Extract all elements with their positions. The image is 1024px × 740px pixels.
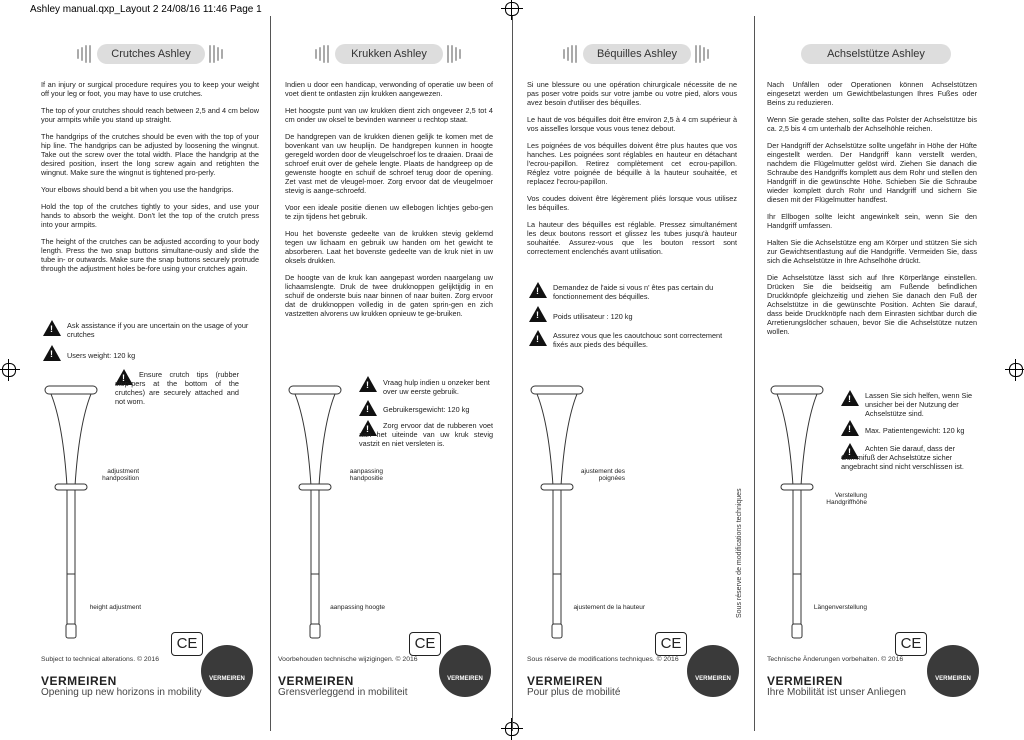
section-title: Achselstütze Ashley: [801, 44, 951, 64]
brand-name: VERMEIREN: [278, 674, 354, 688]
warning-icon: [529, 282, 547, 298]
crutch-illustration: [767, 384, 827, 654]
warning-text: Vraag hulp indien u onzeker bent over uw eerste gebruik.: [383, 378, 490, 396]
brand-name: VERMEIREN: [767, 674, 843, 688]
ce-mark-icon: CE: [409, 632, 441, 656]
paragraph: Le haut de vos béquilles doit être environ 2,5 à 4 cm supérieur à vos aisselles lorsque vous vous tenez debout.: [527, 115, 737, 133]
paragraph: De hoogte van de kruk kan aangepast worden naargelang uw lichaamslengte. Druk de twee drukknoppen gelijktijdig in en schuif de onderste buis naar binnen of naar buiten. Zorg ervoor dat de drukknoppen volledig in de gaten sprin-gen en zich vastzetten alvorens uw krukken opnieuw te ge-bruiken.: [285, 273, 493, 318]
body-text: [41, 80, 259, 281]
warning-text: Max. Patientengewicht: 120 kg: [865, 426, 965, 435]
column-divider: [270, 16, 271, 731]
warning-text: Achten Sie darauf, dass der Gummifuß der Achselstütze sicher angebracht sind nicht verschlissen ist.: [841, 444, 964, 471]
brand-name: VERMEIREN: [41, 674, 117, 688]
title-decoration-right-icon: [695, 44, 709, 64]
title-decoration-left-icon: [77, 44, 91, 64]
paragraph: Hold the top of the crutches tightly to your sides, and use your hands to absorb the weight. Don't let the top of the crutch press into your armpits.: [41, 202, 259, 229]
label-height: Längenverstellung: [813, 604, 867, 611]
label-height: height adjustment: [89, 604, 141, 611]
body-text: [527, 80, 737, 264]
paragraph: Halten Sie die Achselstütze eng am Körper und stützen Sie sich zur Gewichtsentlastung auf die Handgriffe. Vermeiden Sie, dass sich die Achselstütze in Ihre Achselhöhe drückt.: [767, 238, 977, 265]
warning-icon: [43, 345, 61, 361]
registration-mark-left-icon: [2, 363, 16, 377]
footer-note: Sous réserve de modifications techniques. © 2016: [527, 656, 679, 663]
slogan: Ihre Mobilität ist unser Anliegen: [767, 687, 906, 698]
column-french: [527, 0, 745, 739]
label-handgrip: aanpassing handpositie: [349, 468, 383, 482]
crutch-illustration: [41, 384, 101, 654]
warning-text: Assurez vous que les caoutchouc sont correctement fixés aux pieds des béquilles.: [553, 331, 723, 349]
paragraph: Si une blessure ou une opération chirurgicale nécessite de ne pas poser votre poids sur votre jambe ou votre pied, alors vous avez besoin d'utiliser des béquilles.: [527, 80, 737, 107]
column-dutch: [278, 0, 503, 739]
ce-mark-icon: CE: [655, 632, 687, 656]
paragraph: Wenn Sie gerade stehen, sollte das Polster der Achselstütze bis ca. 2,5 bis 4 cm unterhalb der Achselhöhle reichen.: [767, 115, 977, 133]
footer-note: Subject to technical alterations. © 2016: [41, 656, 159, 663]
slogan: Grensverleggend in mobiliteit: [278, 687, 408, 698]
paragraph: Les poignées de vos béquilles doivent être plus hautes que vos hanches. Les poignées sont réglables en hauteur en détachant l'ecrou-papillon. Retirez complètement cet ecrou-papillon. Réglez votre poignée de béquille à la hauteur souhaitée, et replacez l'ecrou-papillon.: [527, 141, 737, 186]
label-handgrip: Verstellung Handgriffhöhe: [826, 492, 867, 506]
section-title-bar: [285, 44, 503, 66]
vermeiren-logo-icon: VERMEIREN: [201, 645, 253, 697]
title-decoration-left-icon: [315, 44, 329, 64]
section-title-bar: [767, 44, 985, 66]
column-divider: [512, 16, 513, 731]
paragraph: La hauteur des béquilles est réglable. Pressez simultanément les deux boutons ressort et glissez les tubes jusqu'à hauteur souhaitée. Assurez-vous que les bouton ressort sont correctement enclenchés avant utilisation.: [527, 220, 737, 256]
label-height: ajustement de la hauteur: [573, 604, 645, 611]
title-decoration-left-icon: [563, 44, 577, 64]
section-title-bar: [41, 44, 259, 66]
column-divider: [754, 16, 755, 731]
body-text: [767, 80, 977, 336]
warning-text: Demandez de l'aide si vous n' êtes pas certain du fonctionnement des béquilles.: [553, 283, 714, 301]
title-decoration-right-icon: [447, 44, 461, 64]
footer-note: Technische Änderungen vorbehalten. © 2016: [767, 656, 904, 663]
registration-mark-top-icon: [505, 2, 519, 16]
warning-text: Ask assistance if you are uncertain on the usage of your crutches: [67, 321, 249, 339]
section-title-bar: [527, 44, 745, 66]
warning-text: Poids utilisateur : 120 kg: [553, 312, 633, 321]
vermeiren-logo-icon: VERMEIREN: [927, 645, 979, 697]
warning-icon: [529, 330, 547, 346]
crutch-illustration: [285, 384, 345, 654]
section-title: Krukken Ashley: [335, 44, 443, 64]
warning-text: Gebruikersgewicht: 120 kg: [383, 405, 470, 414]
warning-text: Zorg ervoor dat de rubberen voet aan het uiteinde van uw kruk stevig vastzit en niet versleten is.: [359, 421, 493, 448]
paragraph: The height of the crutches can be adjusted according to your body length. Press the two snap buttons simultane-ously and slide the tube in- or outwards. Make sure the snap buttons securely protrude through the adjustment holes be-fore using your crutches again.: [41, 237, 259, 273]
column-english: [41, 0, 259, 739]
paragraph: Het hoogste punt van uw krukken dient zich ongeveer 2,5 tot 4 cm onder uw oksel te bevinden wanneer u rechtop staat.: [285, 106, 493, 124]
warning-icon: [359, 400, 377, 416]
warning-icon: [841, 420, 859, 436]
vermeiren-logo-icon: VERMEIREN: [439, 645, 491, 697]
paragraph: Der Handgriff der Achselstütze sollte ungefähr in Höhe der Hüfte eingestellt werden. Der Handgriff kann verstellt werden, nachdem die Flügelmutter gelöst wird. Ziehen Sie danach die Schraube des Handgriffs komplett aus dem Rohr und stellen den Handgriff in die gewünschte Höhe. Schieben Sie die Schraube wieder komplett durch Rohr und Handgriff und sichern Sie diesen mit der Flügelmutter handfest.: [767, 141, 977, 204]
ce-mark-icon: CE: [895, 632, 927, 656]
label-handgrip: adjustment handposition: [102, 468, 139, 482]
brand-name: VERMEIREN: [527, 674, 603, 688]
registration-mark-right-icon: [1009, 363, 1023, 377]
paragraph: The handgrips of the crutches should be even with the top of your hip line. The handgrips can be adjusted by loosening the wingnut. Take out the screw over the total width. Place the handgrip at the desired position, insert the long screw again and retighten the wingnut. Make sure the wingnut is tightened pro-perly.: [41, 132, 259, 177]
warning-text: Ensure crutch tips (rubber stop-pers at the bottom of the crutches) are securely attached and not worn.: [115, 370, 239, 406]
paragraph: Indien u door een handicap, verwonding of operatie uw been of voet dient te ontlasten zijn krukken aangewezen.: [285, 80, 493, 98]
warning-icon: [529, 306, 547, 322]
slogan: Opening up new horizons in mobility: [41, 687, 202, 698]
paragraph: Die Achselstütze lässt sich auf Ihre Körperlänge einstellen. Drücken Sie die beidseitig am Fußende befindlichen Druckknöpfe gleichzeitig und ziehen Sie danach den Fuß der Achselstütze in die gewünschte Position. Achten Sie darauf, dass beide Druckknöpfe nach dem Einrasten sichtbar durch die Arretierungslöcher schauen, bevor Sie die Achselstütze nutzen wollen.: [767, 273, 977, 336]
paragraph: If an injury or surgical procedure requires you to keep your weight off your leg or foot, you may have to use crutches.: [41, 80, 259, 98]
paragraph: Hou het bovenste gedeelte van de krukken stevig geklemd tegen uw lichaam en gebruik uw handen om het gewicht te absorberen. Laat het bovenste gedeelte van de kruk niet in uw oksels drukken.: [285, 229, 493, 265]
body-text: [285, 80, 493, 326]
warning-icon: [43, 320, 61, 336]
section-title: Béquilles Ashley: [583, 44, 691, 64]
title-decoration-right-icon: [209, 44, 223, 64]
warning-icon: [841, 390, 859, 406]
section-title: Crutches Ashley: [97, 44, 205, 64]
paragraph: Nach Unfällen oder Operationen können Achselstützen eingesetzt werden um Gewichtbelastungen Ihres Fußes oder Beins zu reduzieren.: [767, 80, 977, 107]
warning-text: Lassen Sie sich helfen, wenn Sie unsicher bei der Nutzung der Achselstütze sind.: [865, 391, 973, 418]
footer-note: Voorbehouden technische wijzigingen. © 2016: [278, 656, 418, 663]
vertical-note: Sous réserve de modifications techniques: [736, 488, 743, 618]
warning-text: Users weight: 120 kg: [67, 351, 136, 360]
vermeiren-logo-icon: VERMEIREN: [687, 645, 739, 697]
label-height: aanpassing hoogte: [330, 604, 385, 611]
warning-icon: [359, 376, 377, 392]
slogan: Pour plus de mobilité: [527, 687, 621, 698]
paragraph: Vos coudes doivent être légèrement pliés lorsque vous utilisez les béquilles.: [527, 194, 737, 212]
ce-mark-icon: CE: [171, 632, 203, 656]
paragraph: Your elbows should bend a bit when you use the handgrips.: [41, 185, 234, 194]
file-header: Ashley manual.qxp_Layout 2 24/08/16 11:46 Page 1: [30, 4, 262, 15]
crutch-illustration: [527, 384, 587, 654]
label-handgrip: ajustement des poignées: [580, 468, 625, 482]
paragraph: Ihr Ellbogen sollte leicht angewinkelt sein, wenn Sie den Handgriff umfassen.: [767, 212, 977, 230]
paragraph: De handgrepen van de krukken dienen gelijk te komen met de bovenkant van uw heuplijn. De handgrepen kunnen in hoogte geregeld worden door de vleugelschroef los te draaien. Draai de schroef eruit over de gehele lengte. Plaats de handgreep op de gewenste hoogte en schuif de schroef terug door de opening. Zet vast met de vleugel-moer. Zorg ervoor dat de vleugelmoer stevig is aange-schroefd.: [285, 132, 493, 195]
column-german: [767, 0, 985, 739]
paragraph: The top of your crutches should reach between 2,5 and 4 cm below your armpits while you stand up straight.: [41, 106, 259, 124]
paragraph: Voor een ideale positie dienen uw ellebogen lichtjes gebo-gen te zijn tijdens het gebruik.: [285, 203, 493, 221]
